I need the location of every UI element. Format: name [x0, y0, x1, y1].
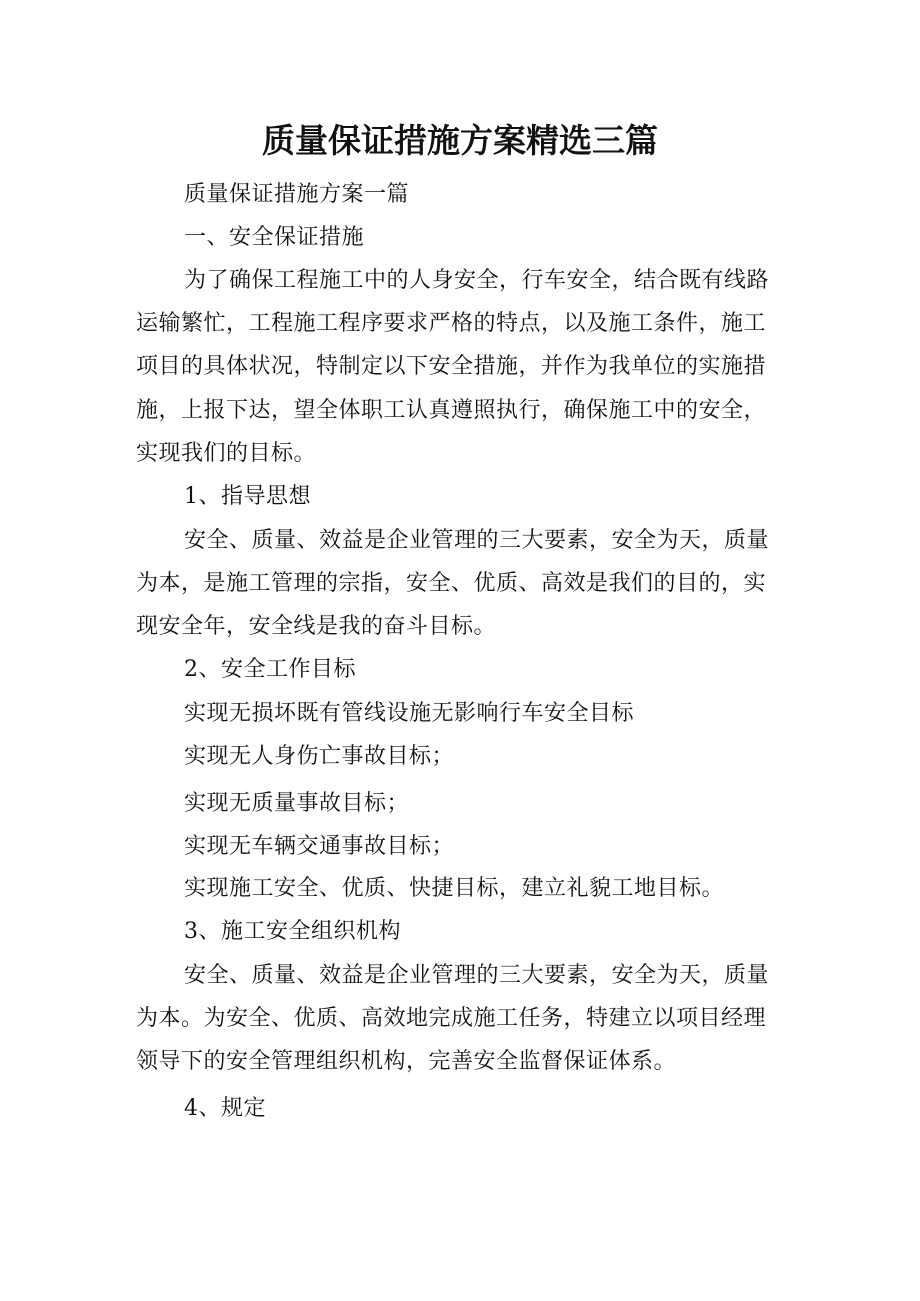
- paragraph-line: 施，上报下达，望全体职工认真遵照执行，确保施工中的安全，: [136, 398, 767, 423]
- subsection-heading: 2、安全工作目标: [184, 657, 356, 682]
- paragraph-line: 安全、质量、效益是企业管理的三大要素，安全为天，质量: [184, 528, 770, 553]
- subsection-heading: 4、规定: [184, 1096, 266, 1121]
- subsection-heading: 1、指导思想: [184, 484, 311, 509]
- section-heading: 一、安全保证措施: [184, 225, 365, 250]
- paragraph-line: 为本。为安全、优质、高效地完成施工任务，特建立以项目经理: [136, 1006, 767, 1031]
- list-item: 实现无人身伤亡事故目标；: [184, 744, 455, 769]
- list-item: 实现无车辆交通事故目标；: [184, 834, 455, 859]
- paragraph-line: 为本，是施工管理的宗指，安全、优质、高效是我们的目的，实: [136, 571, 767, 596]
- list-item: 实现施工安全、优质、快捷目标，建立礼貌工地目标。: [184, 876, 725, 901]
- list-item: 实现无质量事故目标；: [184, 791, 410, 816]
- paragraph-line: 为了确保工程施工中的人身安全，行车安全，结合既有线路: [184, 268, 770, 293]
- subtitle: 质量保证措施方案一篇: [184, 182, 410, 207]
- paragraph-line: 实现我们的目标。: [136, 441, 317, 466]
- paragraph-line: 安全、质量、效益是企业管理的三大要素，安全为天，质量: [184, 963, 770, 988]
- paragraph-line: 项目的具体状况，特制定以下安全措施，并作为我单位的实施措: [136, 354, 767, 379]
- paragraph-line: 运输繁忙，工程施工程序要求严格的特点，以及施工条件，施工: [136, 311, 767, 336]
- paragraph-line: 领导下的安全管理组织机构，完善安全监督保证体系。: [136, 1049, 677, 1074]
- subsection-heading: 3、施工安全组织机构: [184, 919, 401, 944]
- paragraph-line: 现安全年，安全线是我的奋斗目标。: [136, 614, 497, 639]
- list-item: 实现无损坏既有管线设施无影响行车安全目标: [184, 701, 635, 726]
- document-title: 质量保证措施方案精选三篇: [262, 121, 658, 160]
